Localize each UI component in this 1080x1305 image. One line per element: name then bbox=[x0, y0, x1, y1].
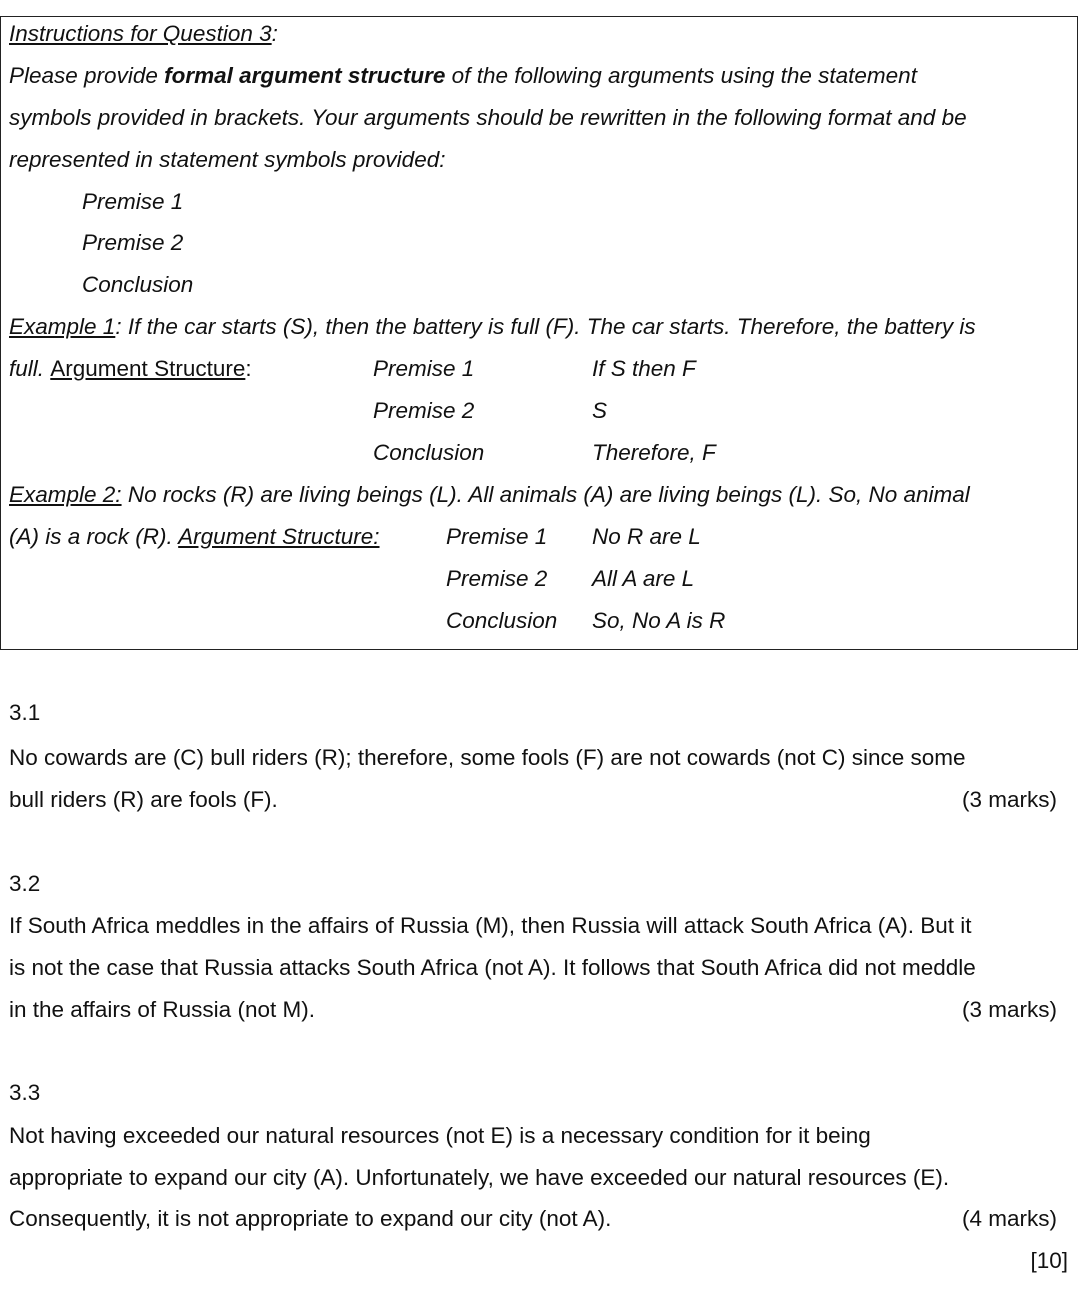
example1-row-value: Therefore, F bbox=[592, 440, 716, 465]
example2-line-2: (A) is a rock (R). Argument Structure: bbox=[9, 524, 380, 549]
question-marks: (3 marks) bbox=[962, 997, 1057, 1022]
example2-row-value: No R are L bbox=[592, 524, 701, 549]
total-marks: [10] bbox=[1030, 1248, 1068, 1273]
question-number: 3.2 bbox=[9, 871, 41, 896]
example2-row-label: Premise 1 bbox=[446, 524, 548, 549]
question-marks: (3 marks) bbox=[962, 787, 1057, 812]
question-text-line: No cowards are (C) bull riders (R); therefore, some fools (F) are not cowards (not C) since some bbox=[9, 745, 966, 770]
question-text-line: appropriate to expand our city (A). Unfortunately, we have exceeded our natural resources (E). bbox=[9, 1165, 950, 1190]
example1-row-label: Premise 1 bbox=[373, 356, 475, 381]
question-number: 3.1 bbox=[9, 700, 41, 725]
question-marks: (4 marks) bbox=[962, 1206, 1057, 1231]
example2-line-1: Example 2: No rocks (R) are living beings (L). All animals (A) are living beings (L). So, No animal bbox=[9, 482, 970, 507]
example1-line-2: full. Argument Structure: bbox=[9, 356, 252, 381]
instructions-heading: Instructions for Question 3 bbox=[9, 21, 272, 46]
instructions-line-3: represented in statement symbols provided: bbox=[9, 147, 446, 172]
example2-row-label: Conclusion bbox=[446, 608, 558, 633]
example1-line-1: Example 1: If the car starts (S), then the battery is full (F). The car starts. Therefore, the battery is bbox=[9, 314, 976, 339]
question-text-line: If South Africa meddles in the affairs of Russia (M), then Russia will attack South Africa (A). But it bbox=[9, 913, 972, 938]
question-number: 3.3 bbox=[9, 1080, 41, 1105]
example1-row-value: If S then F bbox=[592, 356, 696, 381]
example1-row-label: Conclusion bbox=[373, 440, 485, 465]
format-premise-2: Premise 2 bbox=[82, 230, 184, 255]
example1-structure-label: Argument Structure bbox=[50, 356, 246, 381]
example1-label: Example 1 bbox=[9, 314, 116, 339]
example2-label: Example 2: bbox=[9, 482, 122, 507]
question-text-line: is not the case that Russia attacks South Africa (not A). It follows that South Africa did not meddle bbox=[9, 955, 976, 980]
instructions-line-1: Please provide formal argument structure of the following arguments using the statement bbox=[9, 63, 917, 88]
question-text-line: Consequently, it is not appropriate to expand our city (not A). bbox=[9, 1206, 612, 1231]
question-text-line: Not having exceeded our natural resources (not E) is a necessary condition for it being bbox=[9, 1123, 871, 1148]
question-text-line: bull riders (R) are fools (F). bbox=[9, 787, 278, 812]
example2-row-value: All A are L bbox=[592, 566, 695, 591]
example1-row-value: S bbox=[592, 398, 608, 423]
question-text-line: in the affairs of Russia (not M). bbox=[9, 997, 315, 1022]
example2-row-label: Premise 2 bbox=[446, 566, 548, 591]
example2-row-value: So, No A is R bbox=[592, 608, 726, 633]
format-conclusion: Conclusion bbox=[82, 272, 194, 297]
instructions-heading-line: Instructions for Question 3: bbox=[9, 21, 278, 46]
format-premise-1: Premise 1 bbox=[82, 189, 184, 214]
instructions-line-2: symbols provided in brackets. Your arguments should be rewritten in the following format and be bbox=[9, 105, 967, 130]
example2-structure-label: Argument Structure: bbox=[178, 524, 380, 549]
example1-row-label: Premise 2 bbox=[373, 398, 475, 423]
